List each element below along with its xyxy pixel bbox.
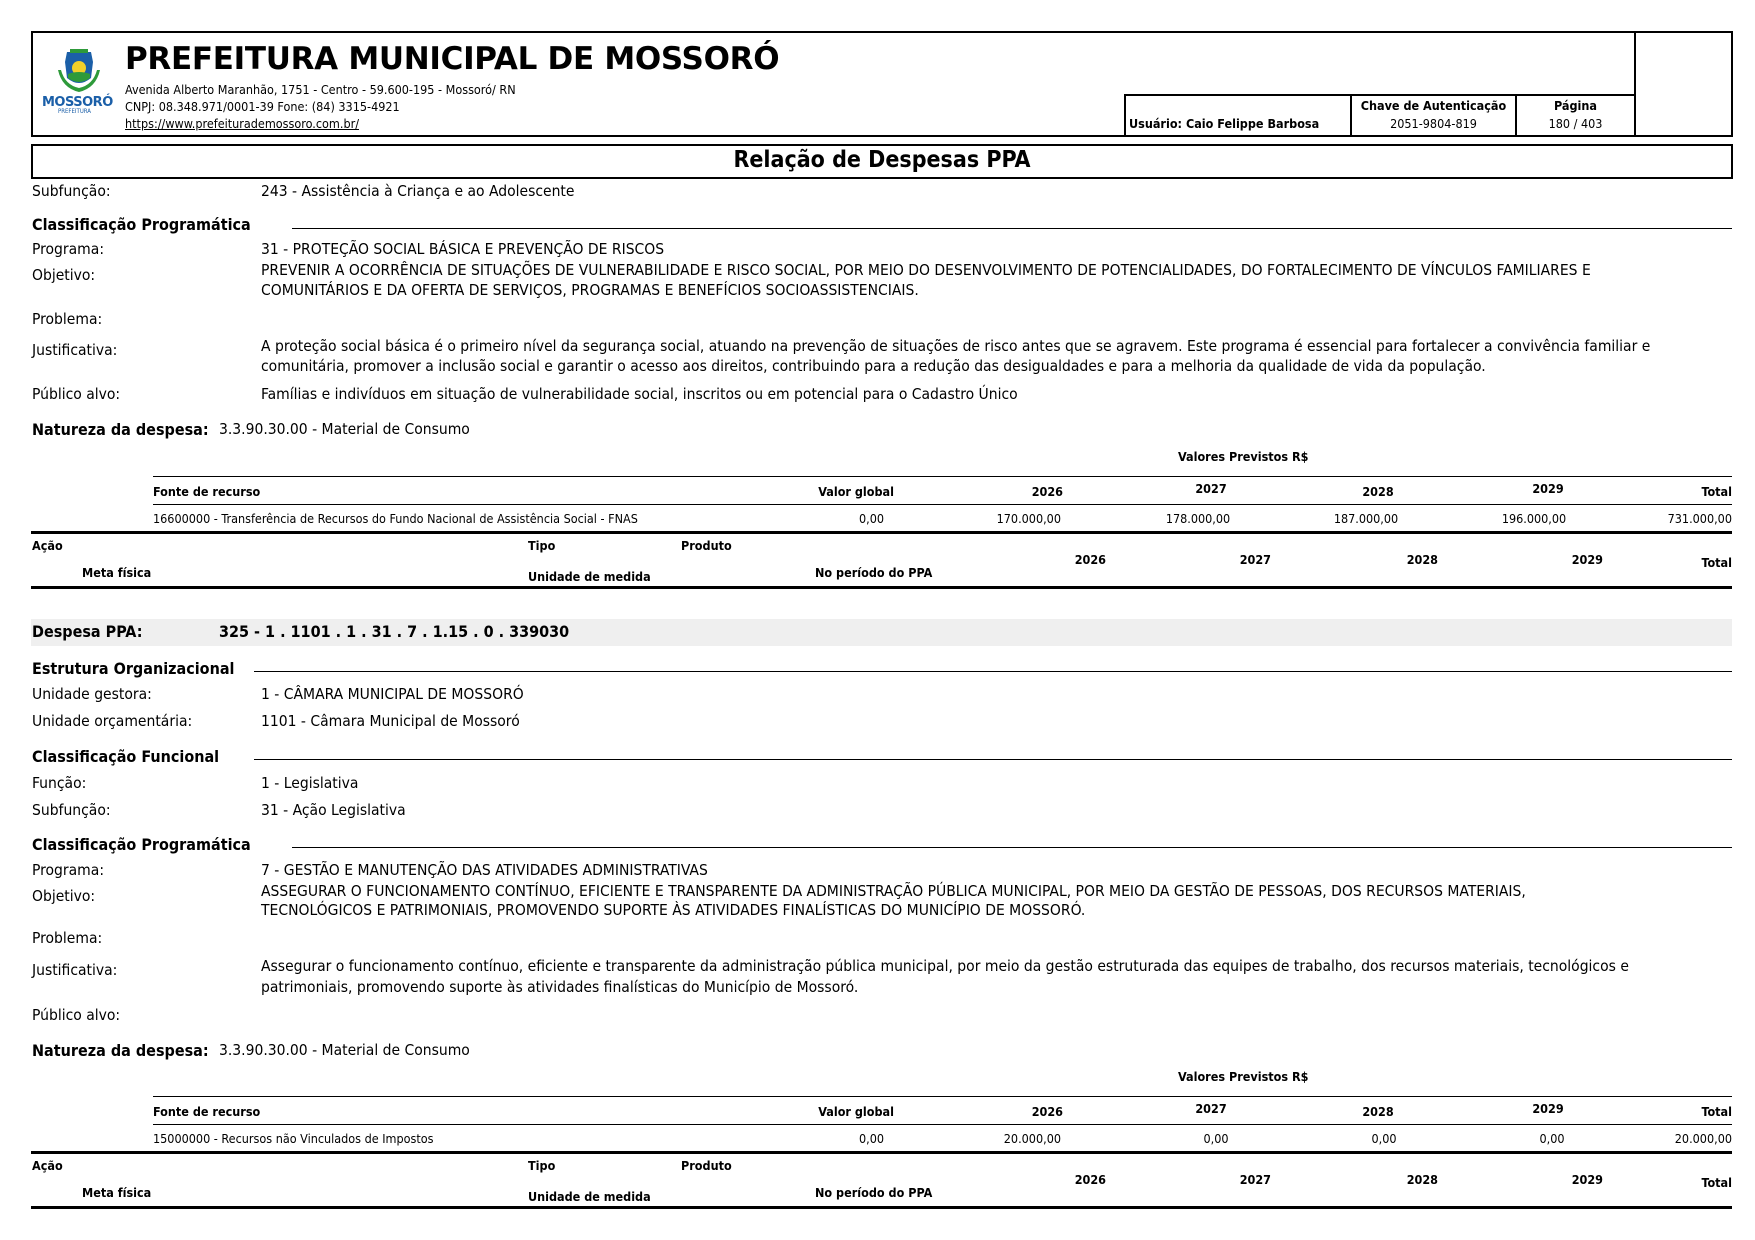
programa-label: Programa: bbox=[32, 240, 105, 258]
natureza-value: 3.3.90.30.00 - Material de Consumo bbox=[219, 1041, 470, 1059]
subfuncao-value: 31 - Ação Legislativa bbox=[261, 801, 406, 819]
tipo-label: Tipo bbox=[528, 1158, 556, 1173]
acao-2029: 2029 bbox=[1571, 1172, 1603, 1187]
tipo-label: Tipo bbox=[528, 538, 556, 553]
produto-label: Produto bbox=[681, 1158, 732, 1173]
acao-2028: 2028 bbox=[1406, 552, 1438, 567]
cell-2028: 187.000,00 bbox=[1333, 511, 1399, 526]
table-top-rule bbox=[153, 1096, 1732, 1097]
cell-total: 731.000,00 bbox=[1667, 511, 1732, 526]
col-2028: 2028 bbox=[1362, 1104, 1394, 1119]
col-valor-global: Valor global bbox=[818, 1104, 894, 1119]
col-fonte-recurso: Fonte de recurso bbox=[153, 1104, 261, 1119]
acao-total: Total bbox=[1701, 555, 1732, 570]
acao-bottom-rule bbox=[31, 1206, 1732, 1209]
subfuncao-label: Subfunção: bbox=[32, 801, 111, 819]
cell-2029: 0,00 bbox=[1539, 1131, 1565, 1146]
cell-2029: 196.000,00 bbox=[1501, 511, 1567, 526]
col-2029: 2029 bbox=[1532, 481, 1564, 496]
col-total: Total bbox=[1701, 1104, 1732, 1119]
publico-label: Público alvo: bbox=[32, 1006, 121, 1024]
natureza-value: 3.3.90.30.00 - Material de Consumo bbox=[219, 420, 470, 438]
page-label: Página bbox=[1554, 98, 1597, 113]
acao-label: Ação bbox=[32, 1158, 63, 1173]
publico-label: Público alvo: bbox=[32, 385, 121, 403]
justificativa-label: Justificativa: bbox=[32, 341, 118, 359]
objetivo-line-1: ASSEGURAR O FUNCIONAMENTO CONTÍNUO, EFICIENTE E TRANSPARENTE DA ADMINISTRAÇÃO PÚBLICA MUNICIPAL, POR MEIO DA GESTÃO DE PESSOAS, DOS RECURSOS MATERIAIS, bbox=[261, 882, 1526, 900]
meta-fisica-label: Meta física bbox=[82, 1185, 152, 1200]
coat-of-arms-icon bbox=[40, 48, 118, 98]
acao-total: Total bbox=[1701, 1175, 1732, 1190]
col-2026: 2026 bbox=[1031, 1104, 1063, 1119]
objetivo-line-2: TECNOLÓGICOS E PATRIMONIAIS, PROMOVENDO SUPORTE ÀS ATIVIDADES FINALÍSTICAS DO MUNICÍPIO DE MOSSORÓ. bbox=[261, 901, 1086, 919]
acao-2026: 2026 bbox=[1074, 552, 1106, 567]
col-fonte-recurso: Fonte de recurso bbox=[153, 484, 261, 499]
table-header-rule bbox=[153, 1124, 1732, 1125]
unidade-gestora-label: Unidade gestora: bbox=[32, 685, 152, 703]
cell-valor-global: 0,00 bbox=[858, 1131, 884, 1146]
col-2028: 2028 bbox=[1362, 484, 1394, 499]
justificativa-label: Justificativa: bbox=[32, 961, 118, 979]
acao-label: Ação bbox=[32, 538, 63, 553]
objetivo-label: Objetivo: bbox=[32, 887, 96, 905]
cell-2026: 170.000,00 bbox=[996, 511, 1061, 526]
programa-value: 7 - GESTÃO E MANUTENÇÃO DAS ATIVIDADES ADMINISTRATIVAS bbox=[261, 861, 708, 879]
unidade-medida-label: Unidade de medida bbox=[528, 1189, 651, 1204]
periodo-ppa-label: No período do PPA bbox=[815, 565, 933, 580]
table-header-rule bbox=[153, 504, 1732, 505]
justificativa-line-2: patrimoniais, promovendo suporte às atividades finalísticas do Município de Mossoró. bbox=[261, 978, 859, 996]
subfuncao-value: 243 - Assistência à Criança e ao Adolescente bbox=[261, 182, 575, 200]
cell-2028: 0,00 bbox=[1371, 1131, 1397, 1146]
section-divider bbox=[292, 847, 1732, 848]
produto-label: Produto bbox=[681, 538, 732, 553]
unidade-orcamentaria-value: 1101 - Câmara Municipal de Mossoró bbox=[261, 712, 520, 730]
auth-key-label: Chave de Autenticação bbox=[1360, 98, 1507, 113]
despesa-ppa-code: 325 - 1 . 1101 . 1 . 31 . 7 . 1.15 . 0 . 339030 bbox=[219, 622, 570, 641]
classificacao-programatica-heading: Classificação Programática bbox=[32, 215, 251, 234]
unidade-orcamentaria-label: Unidade orçamentária: bbox=[32, 712, 193, 730]
acao-2027: 2027 bbox=[1239, 552, 1271, 567]
problema-label: Problema: bbox=[32, 929, 103, 947]
page-title: Relação de Despesas PPA bbox=[733, 147, 1031, 173]
acao-2027: 2027 bbox=[1239, 1172, 1271, 1187]
justificativa-line-1: A proteção social básica é o primeiro nível da segurança social, atuando na prevenção de situações de risco antes que se agravem. Este programa é essencial para fortalecer a convivência familiar e bbox=[261, 337, 1651, 355]
col-2026: 2026 bbox=[1031, 484, 1063, 499]
logo-text: MOSSORÓ bbox=[42, 95, 113, 110]
org-name: PREFEITURA MUNICIPAL DE MOSSORÓ bbox=[125, 41, 780, 77]
justificativa-line-1: Assegurar o funcionamento contínuo, eficiente e transparente da administração pública municipal, por meio da gestão estruturada das equipes de trabalho, dos recursos materiais, tecnológicos e bbox=[261, 957, 1629, 975]
cell-2026: 20.000,00 bbox=[1003, 1131, 1061, 1146]
objetivo-line-1: PREVENIR A OCORRÊNCIA DE SITUAÇÕES DE VULNERABILIDADE E RISCO SOCIAL, POR MEIO DO DESENVOLVIMENTO DE POTENCIALIDADES, DO FORTALECIMENTO DE VÍNCULOS FAMILIARES E bbox=[261, 261, 1591, 279]
acao-2029: 2029 bbox=[1571, 552, 1603, 567]
cell-2027: 178.000,00 bbox=[1165, 511, 1231, 526]
classificacao-funcional-heading: Classificação Funcional bbox=[32, 747, 220, 766]
valores-previstos-label: Valores Previstos R$ bbox=[1178, 449, 1309, 464]
user-name: Usuário: Caio Felippe Barbosa bbox=[1129, 116, 1320, 131]
page-number: 180 / 403 bbox=[1548, 116, 1603, 131]
logo-subtext: PREFEITURA bbox=[58, 108, 91, 115]
problema-label: Problema: bbox=[32, 310, 103, 328]
despesa-ppa-label: Despesa PPA: bbox=[32, 622, 143, 641]
col-2027: 2027 bbox=[1195, 481, 1227, 496]
estrutura-organizacional-heading: Estrutura Organizacional bbox=[32, 659, 235, 678]
cell-fonte: 15000000 - Recursos não Vinculados de Impostos bbox=[153, 1131, 434, 1146]
col-valor-global: Valor global bbox=[818, 484, 894, 499]
programa-label: Programa: bbox=[32, 861, 105, 879]
periodo-ppa-label: No período do PPA bbox=[815, 1185, 933, 1200]
publico-value: Famílias e indivíduos em situação de vulnerabilidade social, inscritos ou em potencial para o Cadastro Único bbox=[261, 385, 1018, 403]
auth-key-value: 2051-9804-819 bbox=[1390, 116, 1477, 131]
acao-2026: 2026 bbox=[1074, 1172, 1106, 1187]
unidade-gestora-value: 1 - CÂMARA MUNICIPAL DE MOSSORÓ bbox=[261, 685, 524, 703]
section-divider bbox=[254, 671, 1732, 672]
cell-total: 20.000,00 bbox=[1674, 1131, 1732, 1146]
org-website-link[interactable]: https://www.prefeiturademossoro.com.br/ bbox=[125, 116, 359, 131]
acao-2028: 2028 bbox=[1406, 1172, 1438, 1187]
col-total: Total bbox=[1701, 484, 1732, 499]
meta-fisica-label: Meta física bbox=[82, 565, 152, 580]
objetivo-line-2: COMUNITÁRIOS E DA OFERTA DE SERVIÇOS, PROGRAMAS E BENEFÍCIOS SOCIOASSISTENCIAIS. bbox=[261, 281, 919, 299]
cell-fonte: 16600000 - Transferência de Recursos do Fundo Nacional de Assistência Social - FNAS bbox=[153, 511, 638, 526]
col-2029: 2029 bbox=[1532, 1101, 1564, 1116]
mossoro-logo bbox=[40, 48, 118, 114]
section-divider bbox=[292, 228, 1732, 229]
cell-valor-global: 0,00 bbox=[858, 511, 884, 526]
table-top-rule bbox=[153, 476, 1732, 477]
org-cnpj-phone: CNPJ: 08.348.971/0001-39 Fone: (84) 3315-4921 bbox=[125, 99, 400, 114]
natureza-label: Natureza da despesa: bbox=[32, 1041, 209, 1060]
subfuncao-label: Subfunção: bbox=[32, 182, 111, 200]
funcao-label: Função: bbox=[32, 774, 87, 792]
table-bottom-rule bbox=[31, 531, 1732, 534]
cell-2027: 0,00 bbox=[1203, 1131, 1229, 1146]
classificacao-programatica-heading: Classificação Programática bbox=[32, 835, 251, 854]
valores-previstos-label: Valores Previstos R$ bbox=[1178, 1069, 1309, 1084]
programa-value: 31 - PROTEÇÃO SOCIAL BÁSICA E PREVENÇÃO DE RISCOS bbox=[261, 240, 665, 258]
section-divider bbox=[254, 759, 1732, 760]
acao-bottom-rule bbox=[31, 586, 1732, 589]
org-address: Avenida Alberto Maranhão, 1751 - Centro - 59.600-195 - Mossoró/ RN bbox=[125, 82, 516, 97]
natureza-label: Natureza da despesa: bbox=[32, 420, 209, 439]
unidade-medida-label: Unidade de medida bbox=[528, 569, 651, 584]
funcao-value: 1 - Legislativa bbox=[261, 774, 359, 792]
col-2027: 2027 bbox=[1195, 1101, 1227, 1116]
table-bottom-rule bbox=[31, 1151, 1732, 1154]
objetivo-label: Objetivo: bbox=[32, 266, 96, 284]
justificativa-line-2: comunitária, promover a inclusão social e garantir o acesso aos direitos, contribuindo para a redução das desigualdades e para a melhoria da qualidade de vida da população. bbox=[261, 357, 1486, 375]
